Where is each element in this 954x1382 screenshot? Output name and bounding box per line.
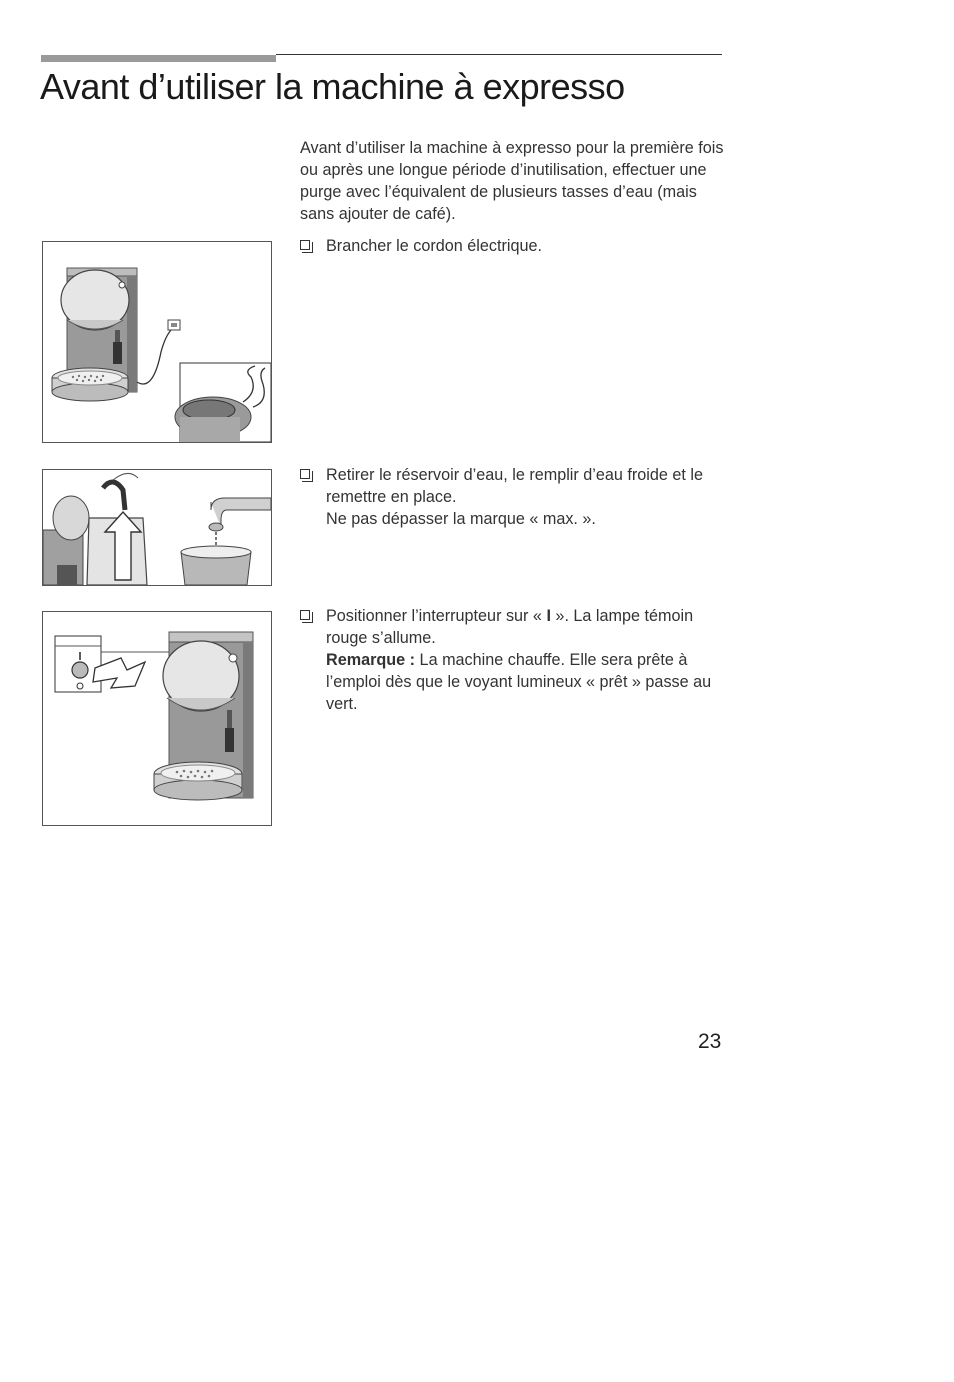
step-plug-in xyxy=(300,235,730,257)
switch-symbol: I xyxy=(546,607,551,625)
power-switch-illustration xyxy=(42,611,272,826)
step-text xyxy=(326,605,730,649)
step-text: Brancher le cordon électrique. xyxy=(326,237,542,255)
remark-text: La machine chauffe. Elle sera prête à l’emploi dès que le voyant lumineux « prêt » passe au vert. xyxy=(326,651,712,713)
page-title: Avant d’utiliser la machine à expresso xyxy=(40,66,625,107)
coffee-machine-plug-illustration xyxy=(42,241,272,443)
remark xyxy=(326,649,730,715)
header-rule xyxy=(276,54,722,55)
step-power-switch xyxy=(300,605,730,715)
step-text-after: ». La lampe témoin rouge s’allume. xyxy=(326,607,694,647)
step-text: Retirer le réservoir d’eau, le remplir d’eau froide et le remettre en place. xyxy=(326,466,703,506)
header-rule-accent xyxy=(41,55,276,62)
step-note: Ne pas dépasser la marque « max. ». xyxy=(326,510,596,528)
page-number: 23 xyxy=(698,1030,722,1053)
water-tank-fill-illustration xyxy=(42,469,272,586)
step-fill-tank xyxy=(300,464,730,530)
remark-label: Remarque : xyxy=(326,651,416,669)
checkbox-bullet-icon xyxy=(300,469,310,479)
step-text-before: Positionner l’interrupteur sur « xyxy=(326,607,547,625)
checkbox-bullet-icon xyxy=(300,610,310,620)
checkbox-bullet-icon xyxy=(300,240,310,250)
intro-paragraph: Avant d’utiliser la machine à expresso pour la première fois ou après une longue période d’inutilisation, effectuer une purge avec l’équivalent de plusieurs tasses d’eau (mais sans ajouter de café). xyxy=(300,139,724,223)
